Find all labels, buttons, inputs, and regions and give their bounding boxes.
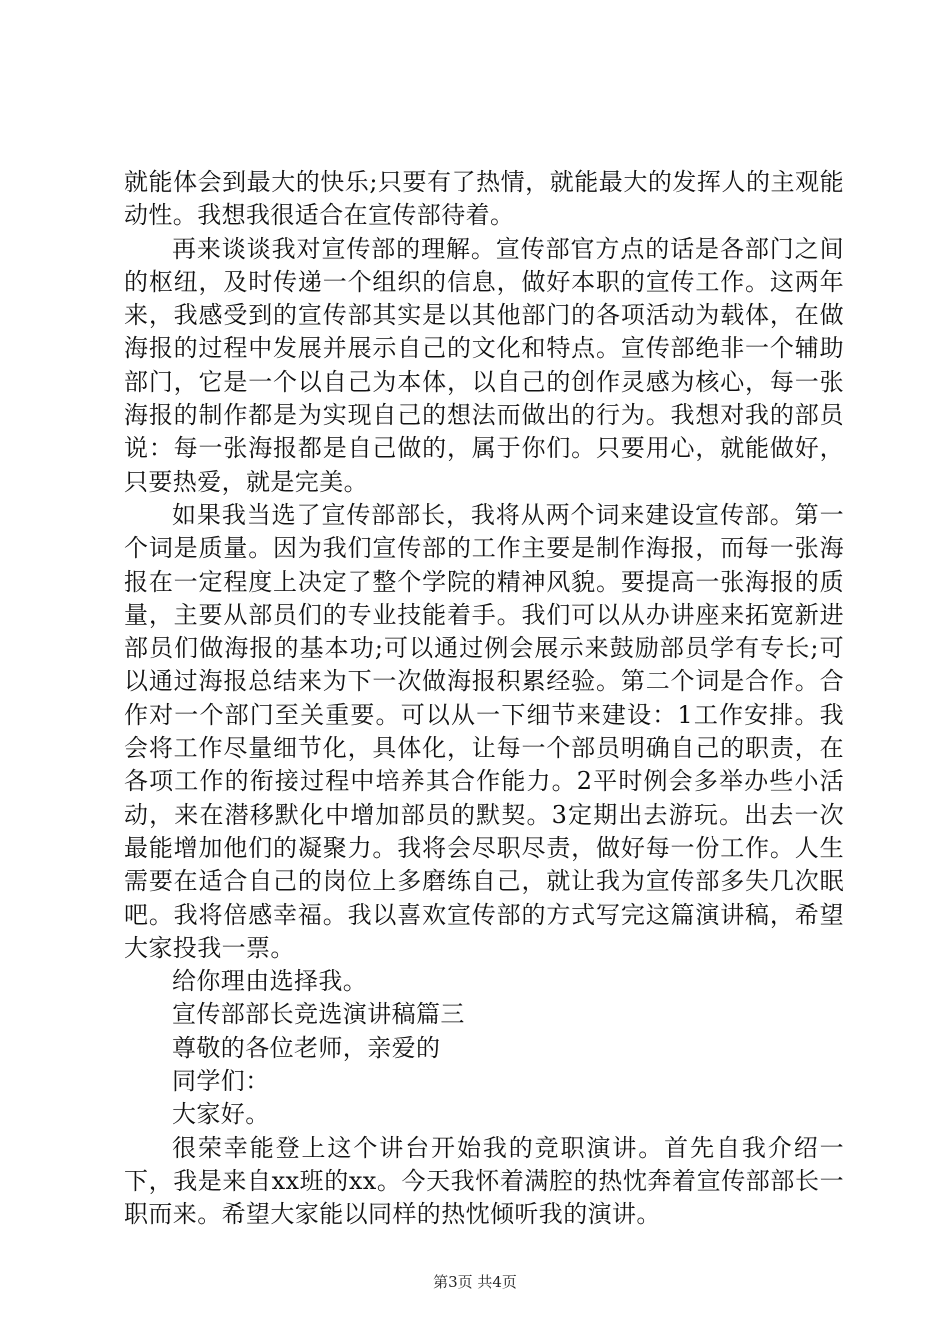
paragraph-3: 如果我当选了宣传部部长，我将从两个词来建设宣传部。第一个词是质量。因为我们宣传部的工作主要是制作海报，而每一张海报在一定程度上决定了整个学院的精神风貌。要提高一张海报的质量，主要从部员们的专业技能着手。我们可以从办讲座来拓宽新进部员们做海报的基本功;可以通过例会展示来鼓励部员学有专长;可以通过海报总结来为下一次做海报积累经验。第二个词是合作。合作对一个部门至关重要。可以从一下细节来建设：1工作安排。我会将工作尽量细节化，具体化，让每一个部员明确自己的职责，在各项工作的衔接过程中培养其合作能力。2平时例会多举办些小活动，来在潜移默化中增加部员的默契。3定期出去游玩。出去一次最能增加他们的凝聚力。我将会尽职尽责，做好每一份工作。人生需要在适合自己的岗位上多磨练自己，就让我为宣传部多失几次眠吧。我将倍感幸福。我以喜欢宣传部的方式写完这篇演讲稿，希望大家投我一票。 — [124, 500, 844, 962]
paragraph-intro: 很荣幸能登上这个讲台开始我的竞职演讲。首先自我介绍一下，我是来自xx班的xx。今天我怀着满腔的热忱奔着宣传部部长一职而来。希望大家能以同样的热忱倾听我的演讲。 — [124, 1133, 844, 1229]
page-footer: 第3页 共4页 — [433, 1273, 517, 1291]
document-body — [124, 166, 844, 1232]
paragraph-1: 就能体会到最大的快乐;只要有了热情，就能最大的发挥人的主观能动性。我想我很适合在宣传部待着。 — [124, 168, 844, 230]
paragraph-2: 再来谈谈我对宣传部的理解。宣传部官方点的话是各部门之间的枢纽，及时传递一个组织的信息，做好本职的宣传工作。这两年来，我感受到的宣传部其实是以其他部门的各项活动为载体，在做海报的过程中发展并展示自己的文化和特点。宣传部绝非一个辅助部门，它是一个以自己为本体，以自己的创作灵感为核心，每一张海报的制作都是为实现自己的想法而做出的行为。我想对我的部员说：每一张海报都是自己做的，属于你们。只要用心，就能做好，只要热爱，就是完美。 — [124, 234, 844, 496]
paragraph-4: 给你理由选择我。 — [172, 967, 368, 996]
section-heading: 宣传部部长竞选演讲稿篇三 — [172, 1000, 465, 1029]
salutation-line-1: 尊敬的各位老师，亲爱的 — [172, 1033, 441, 1062]
salutation-line-2: 同学们： — [172, 1067, 270, 1096]
greeting: 大家好。 — [172, 1100, 270, 1129]
